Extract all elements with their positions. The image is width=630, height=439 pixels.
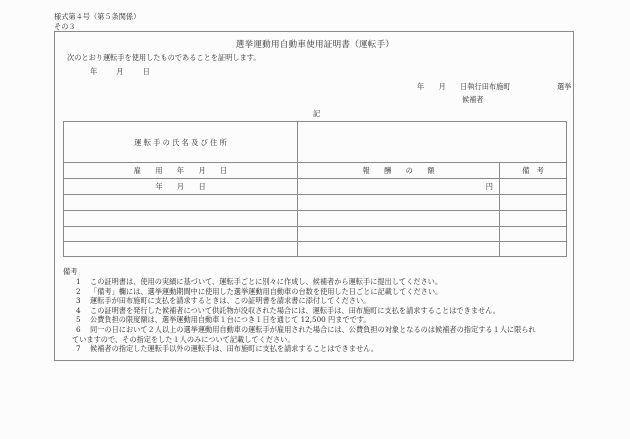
note-number: 4 — [76, 306, 81, 315]
table-row-amount[interactable] — [298, 195, 499, 210]
table-row-remarks[interactable] — [500, 179, 566, 194]
note-text: 「備考」欄には、選挙運動期間中に使用した選挙運動用自動車の台数を使用した日ごとに記載してください。 — [90, 287, 443, 296]
form-number: 様式第４号（第５条関係） — [54, 12, 141, 21]
issue-date-month: 月 — [116, 67, 124, 76]
note-item-continuation — [72, 335, 295, 344]
note-item — [76, 325, 536, 334]
candidate-label: 候補者 — [462, 95, 484, 104]
note-text: この証明書を発行した候補者について供託物が没収された場合には、運転手は、田布施町に支払を請求することはできません。 — [90, 306, 500, 315]
table-row[interactable] — [64, 227, 297, 241]
notes-heading: 備考 — [63, 267, 78, 276]
note-text: 候補者の指定した運転手以外の運転手は、田布施町に支払を請求することはできません。 — [90, 344, 378, 353]
table-rule — [64, 178, 566, 179]
note-item — [76, 306, 500, 315]
table-row-amount[interactable] — [298, 211, 499, 226]
ki-label: 記 — [313, 109, 321, 118]
employment-date-header: 雇 用 年 月 日 — [133, 166, 228, 175]
driver-name-address-label: 運 転 手 の 氏 名 及 び 住 所 — [134, 138, 227, 147]
note-number: 3 — [76, 296, 81, 305]
driver-table — [63, 121, 567, 257]
issue-date[interactable] — [90, 67, 150, 76]
table-row[interactable] — [64, 242, 297, 256]
note-number: 5 — [76, 315, 81, 324]
note-item — [76, 277, 442, 286]
note-item — [76, 287, 442, 296]
page-title: 選挙運動用自動車使用証明書（運転手） — [235, 40, 395, 50]
note-number: 1 — [76, 277, 81, 286]
note-number: 7 — [76, 344, 81, 353]
intro-text: 次のとおり運転手を使用したものであることを証明します。 — [67, 53, 261, 62]
table-row-amount[interactable] — [298, 227, 499, 241]
table-row[interactable] — [64, 211, 297, 226]
note-number: 2 — [76, 287, 81, 296]
note-text: 同一の日において２人以上の選挙運動用自動車の運転手が雇用された場合には、公費負担の対象となるのは候補者の指定する１人に限られ — [90, 325, 536, 334]
table-row-amount[interactable] — [298, 242, 499, 256]
remarks-header: 備 考 — [522, 166, 544, 175]
note-number: 6 — [76, 325, 81, 334]
note-text: 公費負担の限度額は、選挙運動用自動車１台につき１日を通じて 12,500 円までです。 — [90, 315, 371, 324]
note-item — [76, 296, 370, 305]
note-item — [76, 344, 378, 353]
table-row[interactable] — [64, 195, 297, 210]
issue-date-year: 年 — [90, 67, 98, 76]
note-text: この証明書は、使用の実績に基づいて、運転手ごとに別々に作成し、候補者から運転手に提出してください。 — [90, 277, 443, 286]
note-text: ていますので、その指定をした１人のみについて記載してください。 — [72, 335, 295, 344]
driver-name-address-field[interactable] — [298, 122, 566, 162]
table-rule — [64, 162, 566, 163]
form-sub-number: その３ — [54, 22, 76, 31]
issue-date-day: 日 — [142, 67, 150, 76]
note-item — [76, 315, 371, 324]
remuneration-header: 報 酬 の 額 — [362, 166, 435, 175]
table-row-date[interactable]: 年 月 日 — [155, 182, 206, 191]
execution-date-town: 年 月 日執行田布施町 — [417, 82, 511, 91]
note-text: 運転手が田布施町に支払を請求するときは、この証明書を請求書に添付してください。 — [90, 296, 371, 305]
election-label: 選挙 — [557, 82, 572, 91]
table-row-currency: 円 — [485, 182, 493, 191]
